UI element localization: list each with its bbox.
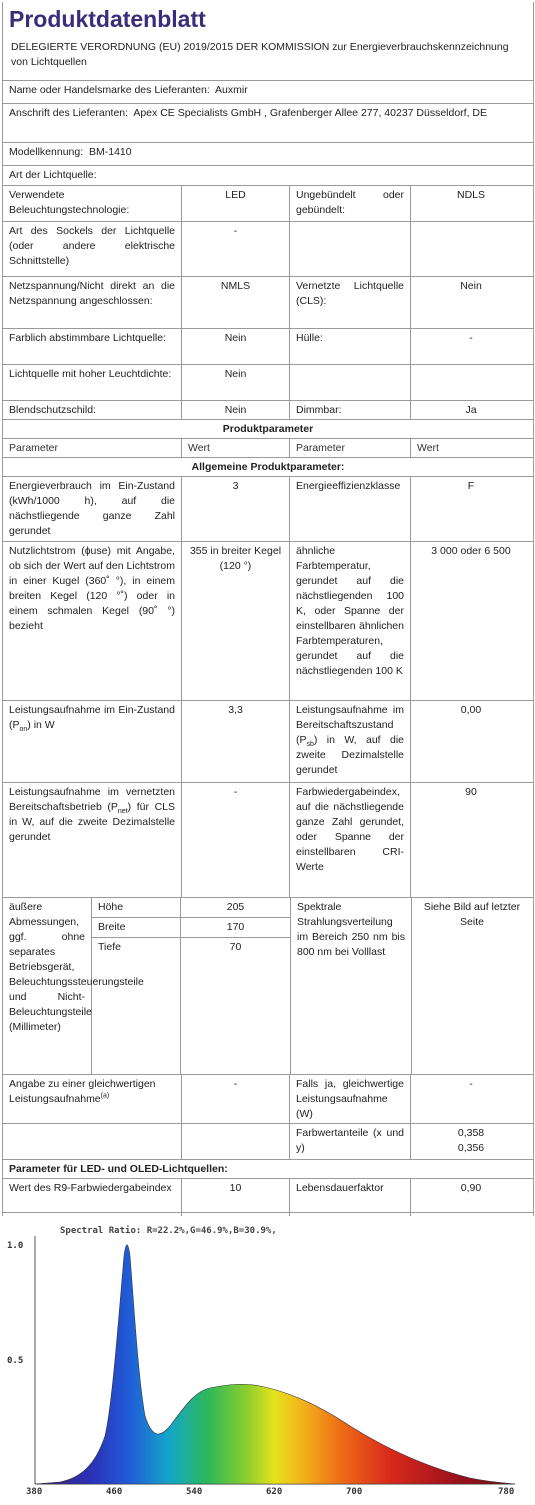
column-header-row xyxy=(3,439,533,458)
param-value: 3 000 oder 6 500 xyxy=(431,545,511,557)
model-label: Modellkennung: xyxy=(9,146,84,158)
type-label xyxy=(290,365,411,400)
x-tick-label: 620 xyxy=(266,1487,283,1497)
param-label: Wert des R9-Farbwiedergabeindex xyxy=(3,1179,182,1212)
param-value: 3,3 xyxy=(182,701,290,782)
datasheet xyxy=(2,2,534,1232)
type-value: LED xyxy=(182,186,290,221)
type-label: Netzspannung/Nicht direkt an die Netzspannung angeschlossen: xyxy=(3,277,182,328)
address-value: Apex CE Specialists GmbH , Grafenberger Allee 277, 40237 Düsseldorf, DE xyxy=(133,107,488,119)
param-label: Falls ja, gleichwertige Leistungsaufnahme (W) xyxy=(290,1075,411,1123)
general-heading: Allgemeine Produktparameter: xyxy=(191,461,345,473)
column-header: Wert xyxy=(182,439,290,457)
equivalent-label: Angabe zu einer gleichwertigen Leistungsaufnahme xyxy=(9,1078,156,1105)
supplier-label: Name oder Handelsmarke des Lieferanten: xyxy=(9,84,210,96)
type-row xyxy=(3,329,533,365)
footnote-marker: (a) xyxy=(100,1092,110,1100)
general-row xyxy=(3,477,533,542)
dimensions-grid xyxy=(92,898,290,1074)
param-value: 0,90 xyxy=(460,1182,482,1194)
supplier-row xyxy=(3,81,533,104)
param-label xyxy=(3,1075,182,1123)
led-row xyxy=(3,1179,533,1213)
dimension-value: 70 xyxy=(229,941,242,953)
type-value: - xyxy=(469,332,473,344)
type-label: Dimmbar: xyxy=(290,401,411,419)
dimensions-row xyxy=(3,898,533,1075)
param-label: Nutzlichtstrom (ɸuse) mit Angabe, ob sich der Wert auf den Lichtstrom in einer Kugel (360˚ °), in einem breiten Kegel (120 °˚) oder in einem schmalen Kegel (90˚ °) bezieht xyxy=(3,542,182,700)
type-heading: Art der Lichtquelle: xyxy=(9,169,97,181)
spectrum-graphic xyxy=(0,1216,535,1500)
param-label: Lebensdauerfaktor xyxy=(290,1179,411,1212)
type-label xyxy=(290,222,411,276)
type-value xyxy=(411,365,531,400)
general-row xyxy=(3,783,533,898)
regulation-intro: DELEGIERTE VERORDNUNG (EU) 2019/2015 DER KOMMISSION zur Energieverbrauchskennzeichnung von Lichtquellen xyxy=(3,40,533,81)
type-value: - xyxy=(182,222,290,276)
type-label: Farblich abstimmbare Lichtquelle: xyxy=(3,329,182,364)
type-label: Hülle: xyxy=(290,329,411,364)
param-value: - xyxy=(182,1075,290,1123)
page-title: Produktdatenblatt xyxy=(9,6,206,32)
model-row xyxy=(3,143,533,166)
param-value: - xyxy=(469,1078,473,1090)
params-heading: Produktparameter xyxy=(222,423,314,435)
address-row xyxy=(3,104,533,143)
type-value: Nein xyxy=(182,401,290,419)
type-value: Nein xyxy=(460,280,482,292)
general-heading-row xyxy=(3,458,533,477)
chromaticity-y: 0,356 xyxy=(457,1142,485,1154)
param-value: Siehe Bild auf letzter Seite xyxy=(423,901,521,928)
type-value: Nein xyxy=(182,365,290,400)
type-label: Blendschutzschild: xyxy=(3,401,182,419)
type-value: NDLS xyxy=(456,189,485,201)
param-label: Farbwertanteile (x und y) xyxy=(290,1124,411,1159)
param-value xyxy=(411,1124,531,1159)
column-header: Parameter xyxy=(3,439,182,457)
type-label: Vernetzte Lichtquelle (CLS): xyxy=(290,277,411,328)
type-row xyxy=(3,365,533,401)
param-value: 10 xyxy=(182,1179,290,1212)
spectral-distribution-image xyxy=(0,1216,535,1500)
param-value: 3 xyxy=(182,477,290,541)
type-row xyxy=(3,222,533,277)
param-label: Spektrale Strahlungsverteilung im Bereich 250 nm bis 800 nm bei Volllast xyxy=(291,898,412,1074)
chromaticity-row xyxy=(3,1124,533,1160)
dimension-row xyxy=(92,938,290,1074)
params-heading-row xyxy=(3,420,533,439)
spectrum-title: Spectral Ratio: R=22.2%,G=46.9%,B=30.9%, xyxy=(60,1226,277,1236)
dimension-row xyxy=(92,918,290,938)
x-tick-label: 380 xyxy=(26,1487,43,1497)
param-label: Farbwiedergabeindex, auf die nächstliegende ganze Zahl gerundet, oder Spanne der einstellbaren CRI-Werte xyxy=(290,783,411,897)
type-value xyxy=(411,222,531,276)
type-row xyxy=(3,186,533,222)
spectrum-curve xyxy=(35,1245,515,1484)
dimension-row xyxy=(92,898,290,918)
type-row xyxy=(3,401,533,420)
param-value: - xyxy=(182,783,290,897)
param-label: Leistungsaufnahme im Ein-Zustand $(P_{on})$ in W xyxy=(3,701,182,782)
general-row xyxy=(3,542,533,701)
dimension-name: Tiefe xyxy=(92,938,181,1074)
dimension-value: 170 xyxy=(226,921,245,933)
type-value: Ja xyxy=(465,404,477,416)
supplier-value: Auxmir xyxy=(215,84,248,96)
column-header: Wert xyxy=(417,442,439,454)
param-label: Leistungsaufnahme im Bereitschaftszustand $(P_{sb})$ in W, auf die zweite Dezimalstelle gerundet xyxy=(290,701,411,782)
x-tick-label: 700 xyxy=(346,1487,363,1497)
param-label: Energieeffizienzklasse xyxy=(290,477,411,541)
y-tick-label: 0.5 xyxy=(7,1356,24,1366)
type-value: NMLS xyxy=(182,277,290,328)
type-label: Verwendete Beleuchtungstechnologie: xyxy=(3,186,182,221)
general-row xyxy=(3,701,533,783)
type-row xyxy=(3,277,533,329)
led-heading-row xyxy=(3,1160,533,1179)
dimension-name: Höhe xyxy=(92,898,181,917)
param-label: ähnliche Farbtemperatur, gerundet auf die nächstliegenden 100 K, oder Spanne der einstellbaren ähnlichen Farbtemperaturen, gerundet auf die nächstliegenden 100 K xyxy=(290,542,411,700)
type-label: Ungebündelt oder gebündelt: xyxy=(290,186,411,221)
type-heading-row xyxy=(3,166,533,186)
y-tick-label: 1.0 xyxy=(7,1241,24,1251)
param-label: Leistungsaufnahme im vernetzten Bereitschaftsbetrieb $(P_{net})$ für CLS in W, auf die zweite Dezimalstelle gerundet xyxy=(3,783,182,897)
model-value: BM-1410 xyxy=(88,146,132,158)
x-tick-label: 460 xyxy=(106,1487,123,1497)
led-heading: Parameter für LED- und OLED-Lichtquellen: xyxy=(9,1163,228,1175)
dimension-name: Breite xyxy=(92,918,181,937)
x-tick-label: 540 xyxy=(186,1487,203,1497)
dimensions-label: äußere Abmessungen, ggf. ohne separates Betriebsgerät, Beleuchtungssteuerungsteile und Nicht-Beleuchtungsteile (Millimeter) xyxy=(3,898,92,1074)
type-value: Nein xyxy=(182,329,290,364)
param-value: 90 xyxy=(465,786,477,798)
column-header: Parameter xyxy=(290,439,411,457)
param-value: 0,00 xyxy=(460,704,482,716)
chromaticity-x: 0,358 xyxy=(457,1127,485,1139)
type-label: Art des Sockels der Lichtquelle (oder andere elektrische Schnittstelle) xyxy=(3,222,182,276)
dimension-value: 205 xyxy=(226,901,245,913)
type-label: Lichtquelle mit hoher Leuchtdichte: xyxy=(3,365,182,400)
x-tick-label: 780 xyxy=(498,1487,515,1497)
param-label: Energieverbrauch im Ein-Zustand (kWh/1000 h), auf die nächstliegende ganze Zahl gerundet xyxy=(3,477,182,541)
param-value: 355 in breiter Kegel (120 °) xyxy=(182,542,290,700)
equivalent-row xyxy=(3,1075,533,1124)
address-label: Anschrift des Lieferanten: xyxy=(9,107,129,119)
param-value: F xyxy=(467,480,475,492)
dimensions-block xyxy=(3,898,291,1074)
